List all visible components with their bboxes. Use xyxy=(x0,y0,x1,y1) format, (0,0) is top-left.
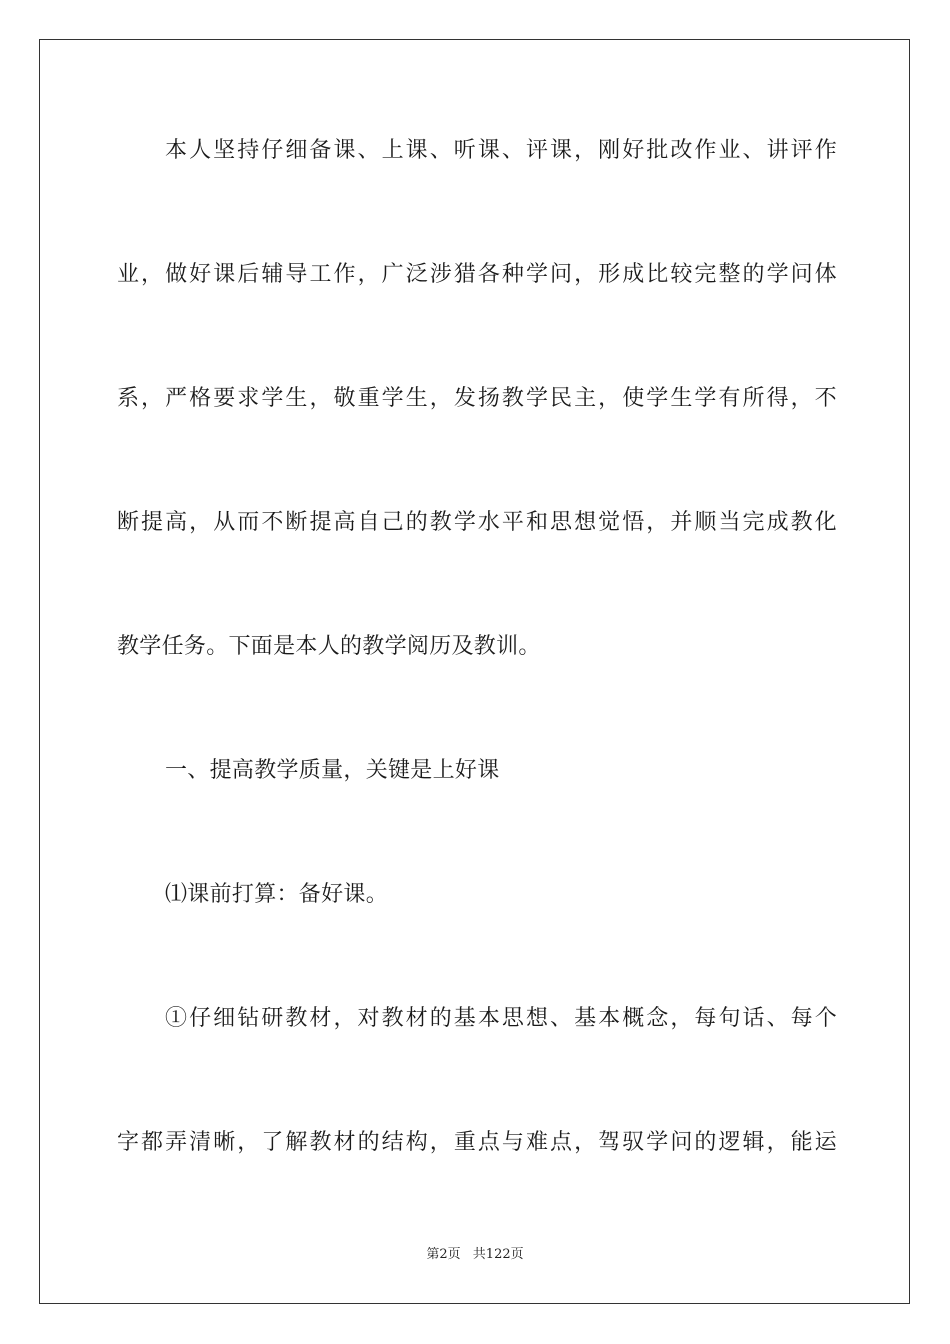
paragraph-line-9: 字都弄清晰，了解教材的结构，重点与难点，驾驭学问的逻辑，能运 xyxy=(117,1130,837,1155)
paragraph-line-3: 系，严格要求学生，敬重学生，发扬教学民主，使学生学有所得，不 xyxy=(117,386,837,411)
page-footer xyxy=(0,1246,950,1264)
section-heading: 一、提高教学质量，关键是上好课 xyxy=(165,758,500,783)
page-border xyxy=(39,39,910,1304)
subsection-heading: ⑴课前打算：备好课。 xyxy=(165,882,389,907)
page-number: 第2页 xyxy=(426,1247,461,1262)
paragraph-line-5: 教学任务。下面是本人的教学阅历及教训。 xyxy=(117,634,541,659)
paragraph-line-2: 业，做好课后辅导工作，广泛涉猎各种学问，形成比较完整的学问体 xyxy=(117,262,837,287)
paragraph-line-1: 本人坚持仔细备课、上课、听课、评课，刚好批改作业、讲评作 xyxy=(165,138,837,163)
paragraph-line-8: ①仔细钻研教材，对教材的基本思想、基本概念，每句话、每个 xyxy=(165,1006,837,1031)
page-total: 共122页 xyxy=(472,1247,524,1262)
paragraph-line-4: 断提高，从而不断提高自己的教学水平和思想觉悟，并顺当完成教化 xyxy=(117,510,837,535)
